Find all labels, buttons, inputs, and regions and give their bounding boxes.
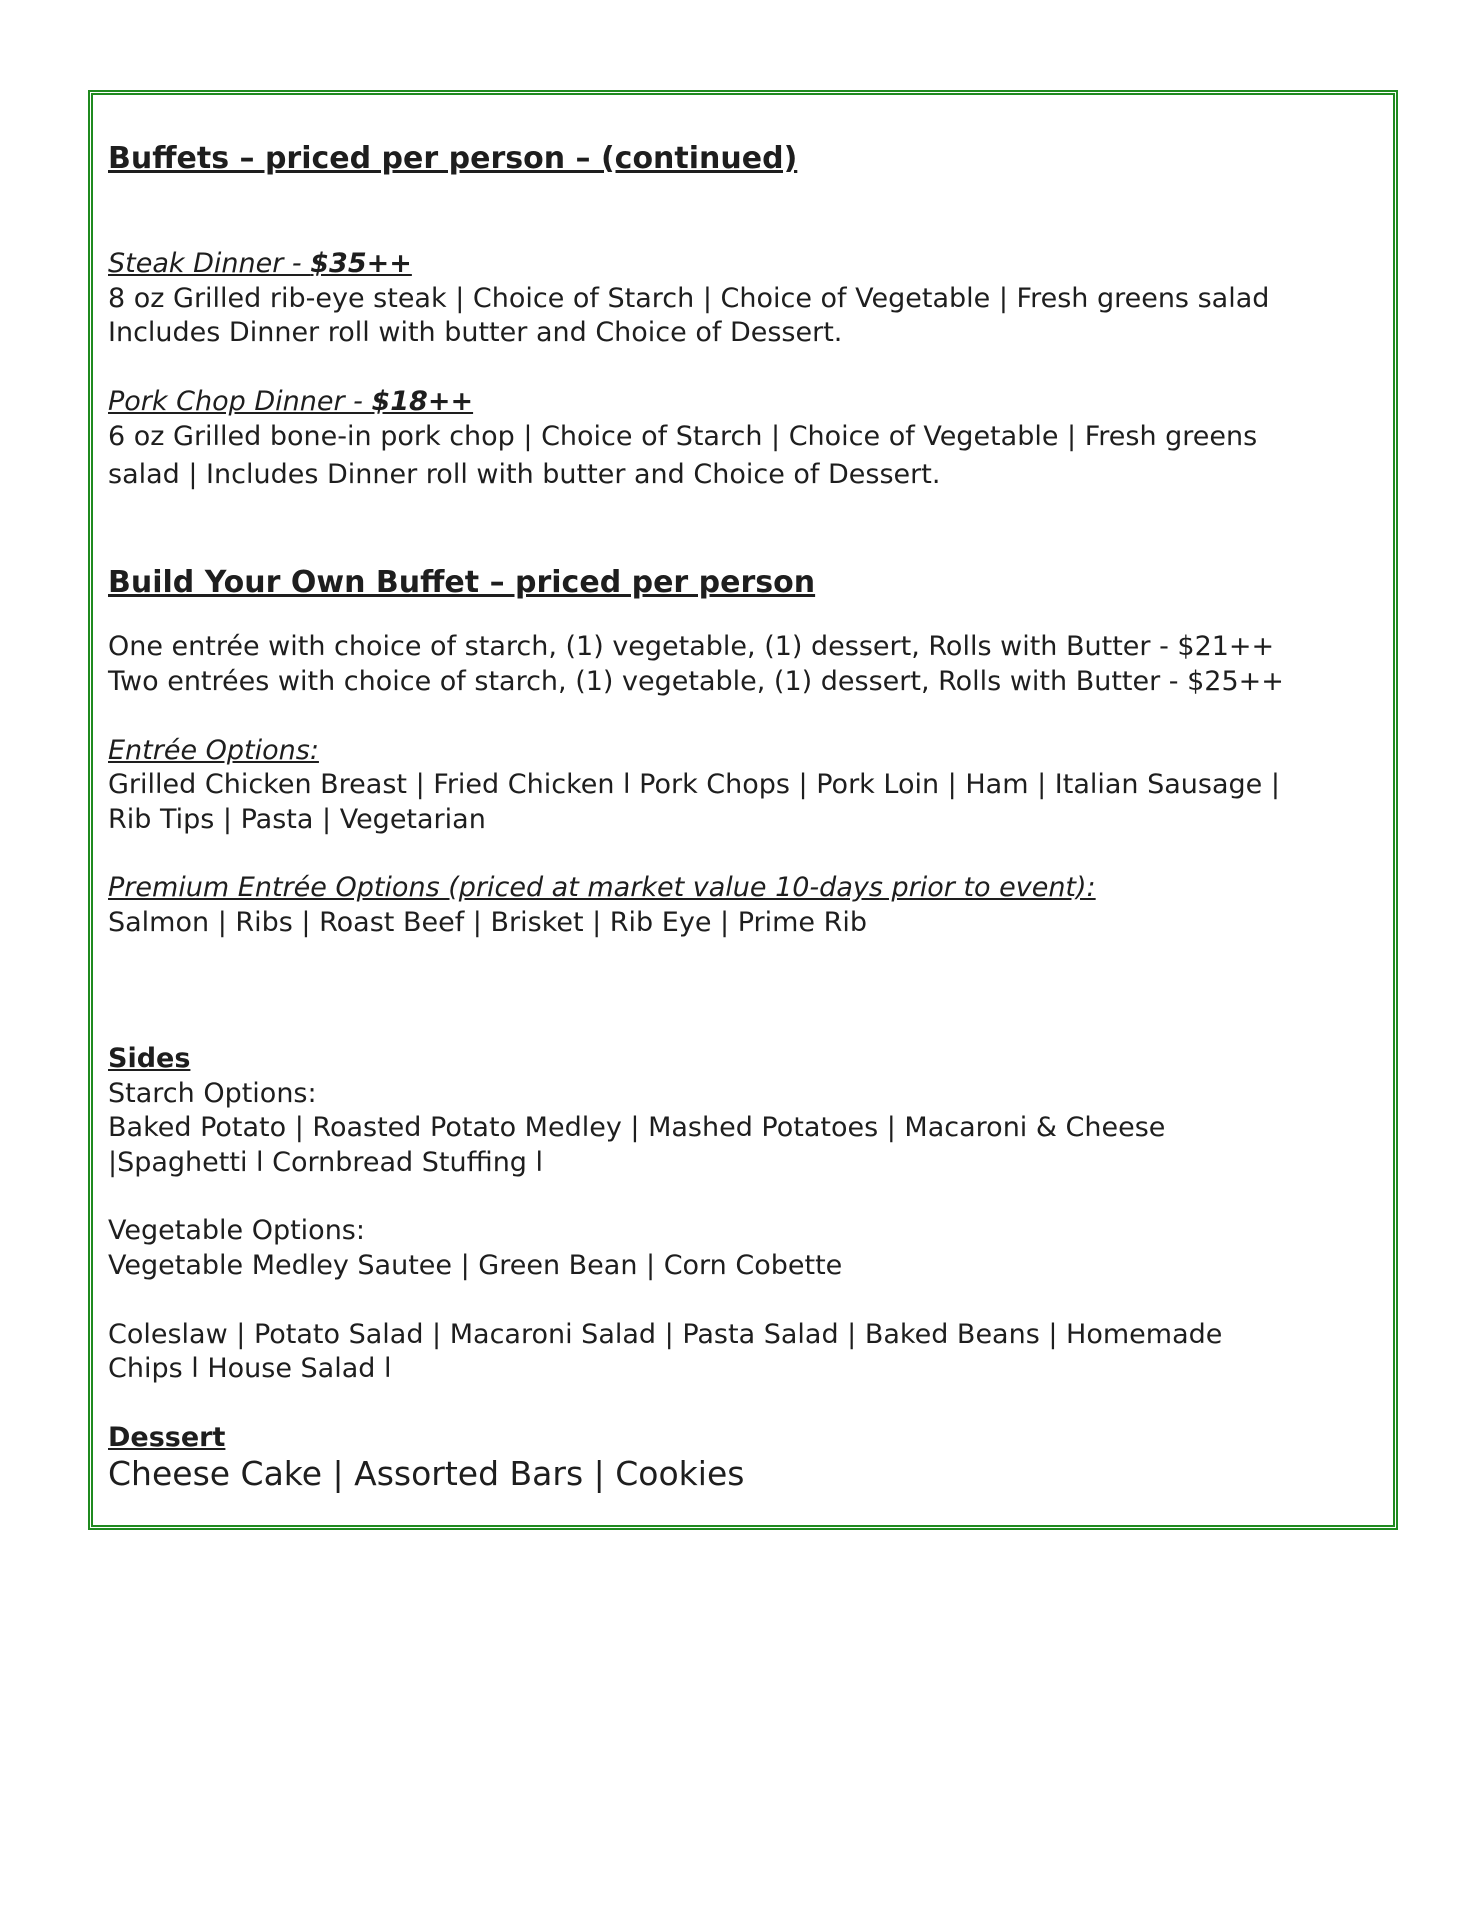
premium-entree-line: Salmon | Ribs | Roast Beef | Brisket | Rib Eye | Prime Rib (108, 907, 867, 938)
two-entrees-option: Two entrées with choice of starch, (1) vegetable, (1) dessert, Rolls with Butter - $25++ (108, 666, 1284, 697)
premium-entree-label: Premium Entrée Options (priced at market value 10-days prior to event): (108, 872, 1096, 903)
starch-options-label: Starch Options: (108, 1078, 317, 1109)
salads-line-2: Chips l House Salad l (108, 1353, 392, 1384)
starch-options-line-1: Baked Potato | Roasted Potato Medley | Mashed Potatoes | Macaroni & Cheese (108, 1112, 1166, 1143)
steak-dinner-price: $35++ (310, 248, 412, 279)
buffets-heading: Buffets – priced per person – (continued) (108, 141, 798, 176)
steak-dinner-desc-2: Includes Dinner roll with butter and Choice of Dessert. (108, 317, 843, 348)
starch-options-line-2: |Spaghetti l Cornbread Stuffing l (108, 1147, 544, 1178)
entree-options-line-2: Rib Tips | Pasta | Vegetarian (108, 804, 486, 835)
vegetable-options-line: Vegetable Medley Sautee | Green Bean | Corn Cobette (108, 1250, 843, 1281)
build-your-own-heading: Build Your Own Buffet – priced per person (108, 565, 816, 600)
vegetable-options-label: Vegetable Options: (108, 1215, 365, 1246)
dessert-heading: Dessert (108, 1422, 226, 1453)
pork-chop-dinner-title (108, 385, 473, 419)
steak-dinner-desc-1: 8 oz Grilled rib-eye steak | Choice of Starch | Choice of Vegetable | Fresh greens salad (108, 283, 1270, 314)
pork-chop-dinner-price: $18++ (371, 386, 474, 417)
salads-line-1: Coleslaw | Potato Salad | Macaroni Salad | Pasta Salad | Baked Beans | Homemade (108, 1319, 1223, 1350)
entree-options-line-1: Grilled Chicken Breast | Fried Chicken l Pork Chops | Pork Loin | Ham | Italian Sausage | (108, 769, 1280, 800)
pork-chop-dinner-label: Pork Chop Dinner - (108, 386, 372, 417)
pork-chop-dinner-desc-1: 6 oz Grilled bone-in pork chop | Choice of Starch | Choice of Vegetable | Fresh greens (108, 421, 1258, 452)
steak-dinner-title (108, 247, 412, 281)
dessert-line: Cheese Cake | Assorted Bars | Cookies (108, 1454, 745, 1493)
steak-dinner-label: Steak Dinner - (108, 248, 311, 279)
sides-heading: Sides (108, 1043, 191, 1074)
pork-chop-dinner-desc-2: salad | Includes Dinner roll with butter and Choice of Dessert. (108, 459, 941, 490)
entree-options-label: Entrée Options: (108, 735, 319, 766)
one-entree-option: One entrée with choice of starch, (1) vegetable, (1) dessert, Rolls with Butter - $21++ (108, 631, 1275, 662)
